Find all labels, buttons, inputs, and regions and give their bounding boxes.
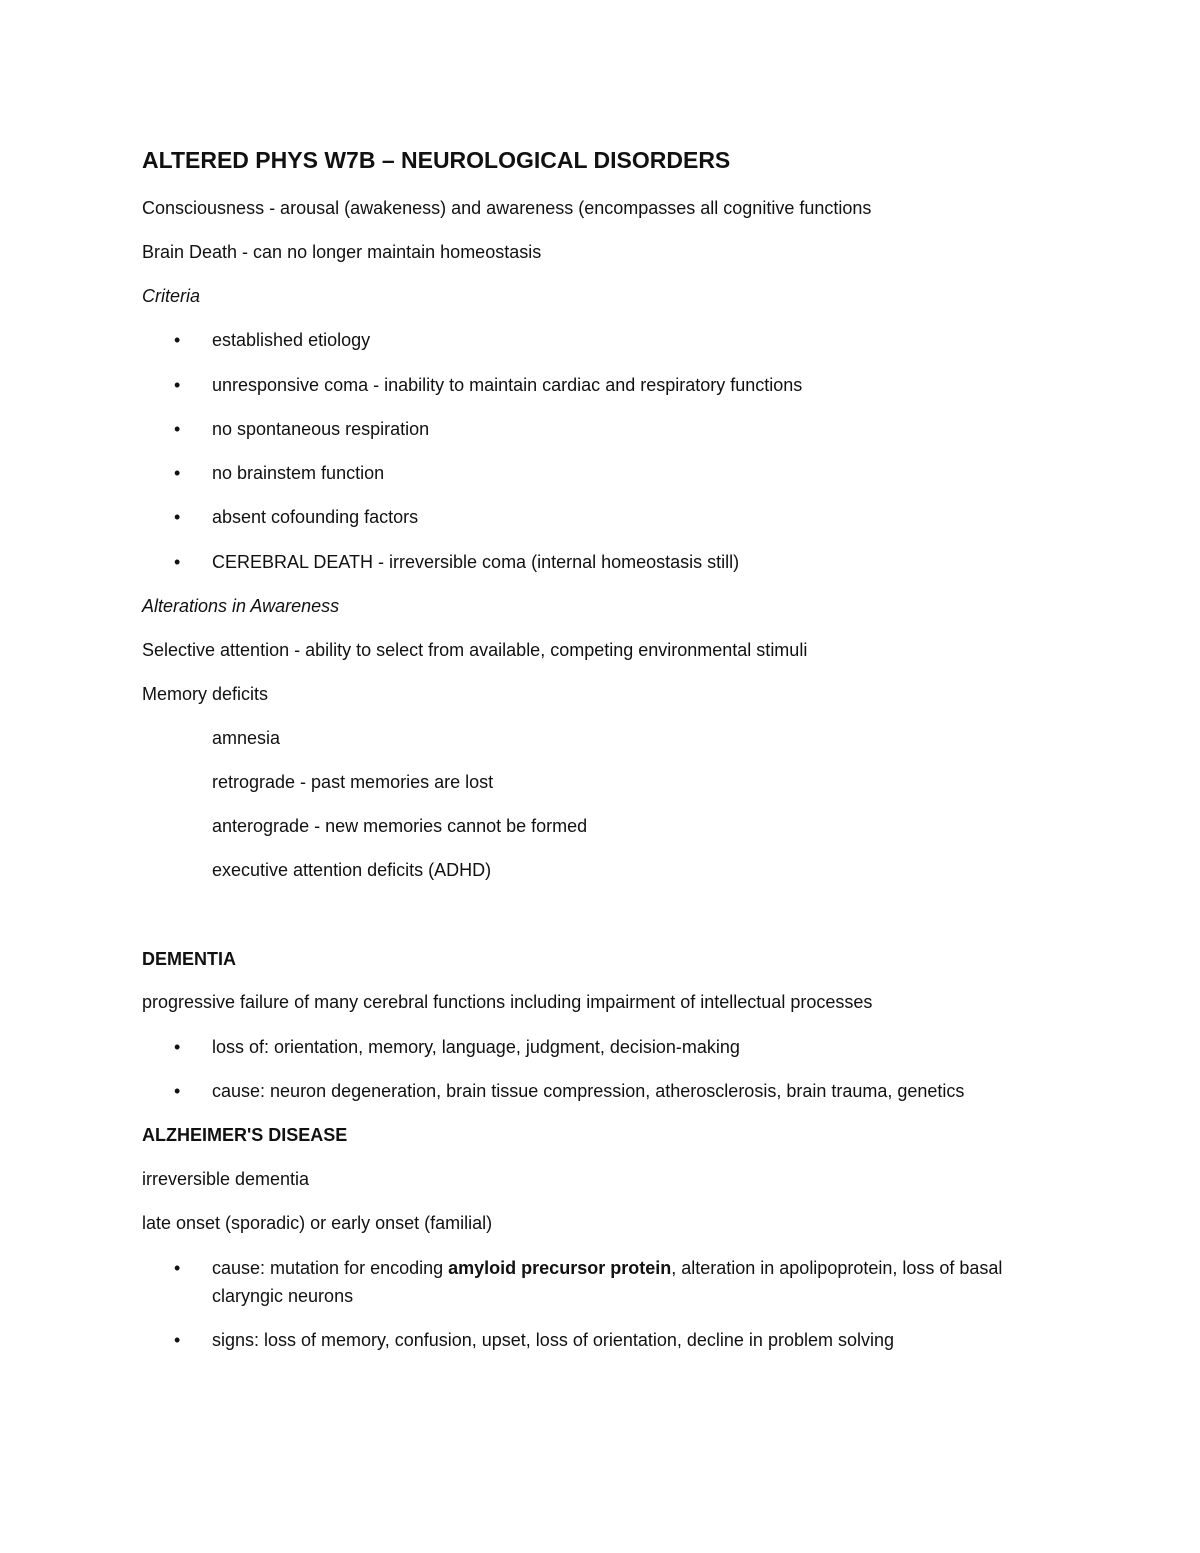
memory-deficits-label: Memory deficits [142,684,269,704]
memory-item: retrograde - past memories are lost [212,772,494,792]
amyloid-precursor-protein-term: amyloid precursor protein [448,1258,672,1278]
criteria-item: unresponsive coma - inability to maintain cardiac and respiratory functions [212,375,803,395]
criteria-item: absent cofounding factors [212,507,419,527]
dementia-description: progressive failure of many cerebral functions including impairment of intellectual processes [142,992,873,1012]
alzheimers-signs-item: signs: loss of memory, confusion, upset, loss of orientation, decline in problem solving [212,1330,895,1350]
bullet-icon: • [174,1258,181,1278]
criteria-item: established etiology [212,330,371,350]
bullet-icon: • [174,419,181,439]
brain-death-definition: Brain Death - can no longer maintain homeostasis [142,242,542,262]
alterations-label: Alterations in Awareness [142,596,340,616]
bullet-icon: • [174,330,181,350]
consciousness-definition: Consciousness - arousal (awakeness) and awareness (encompasses all cognitive functions [142,198,872,218]
memory-item: anterograde - new memories cannot be formed [212,816,588,836]
alzheimers-cause-item [212,1254,1042,1310]
criteria-item: CEREBRAL DEATH - irreversible coma (internal homeostasis still) [212,552,740,572]
selective-attention-definition: Selective attention - ability to select from available, competing environmental stimuli [142,640,808,660]
memory-item: executive attention deficits (ADHD) [212,860,492,880]
bullet-icon: • [174,375,181,395]
document-title: ALTERED PHYS W7B – NEUROLOGICAL DISORDERS [142,147,731,173]
dementia-item: loss of: orientation, memory, language, judgment, decision-making [212,1037,740,1057]
criteria-item: no brainstem function [212,463,385,483]
bullet-icon: • [174,507,181,527]
dementia-item: cause: neuron degeneration, brain tissue compression, atherosclerosis, brain trauma, genetics [212,1081,965,1101]
cause-suffix: , alteration in apolipoprotein, loss of basal claryngic neurons [212,1258,1003,1306]
criteria-item: no spontaneous respiration [212,419,430,439]
cause-prefix: cause: mutation for encoding [212,1258,449,1278]
bullet-icon: • [174,1037,181,1057]
bullet-icon: • [174,1330,181,1350]
bullet-icon: • [174,463,181,483]
dementia-heading: DEMENTIA [142,949,236,969]
bullet-icon: • [174,552,181,572]
bullet-icon: • [174,1081,181,1101]
alzheimers-heading: ALZHEIMER'S DISEASE [142,1125,348,1145]
alzheimers-line-1: irreversible dementia [142,1169,310,1189]
alzheimers-line-2: late onset (sporadic) or early onset (familial) [142,1213,493,1233]
criteria-label: Criteria [142,286,201,306]
memory-item: amnesia [212,728,281,748]
